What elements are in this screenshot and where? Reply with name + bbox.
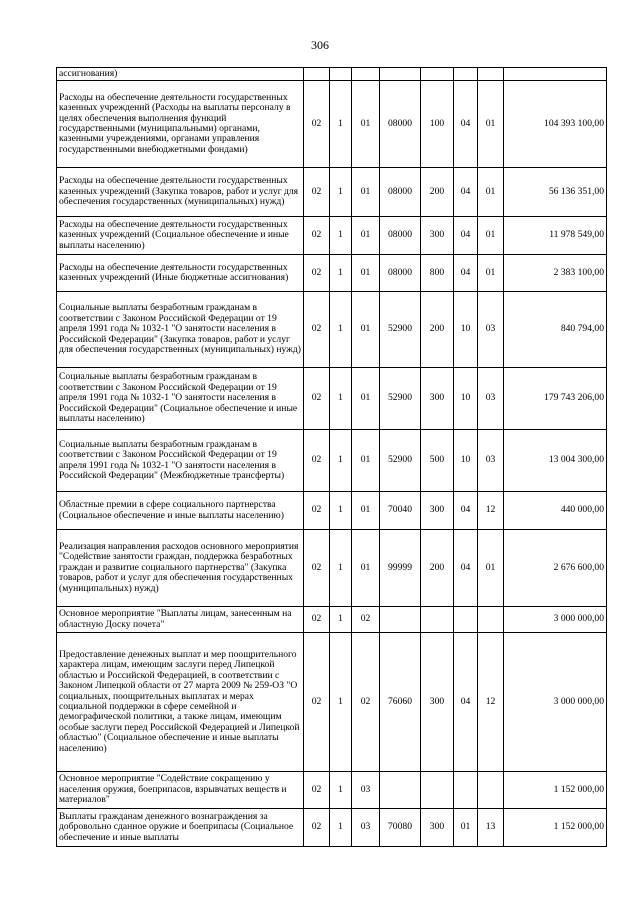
expense-name-cell: Выплаты гражданам денежного вознаграждения за добровольно сданное оружие и боеприпасы (Социальное обеспечение и иные выплаты: [57, 809, 304, 847]
direction-code-cell: 52900: [380, 368, 421, 430]
event-code-cell: 03: [352, 809, 380, 847]
table-row: [57, 430, 607, 492]
expense-name-cell: Расходы на обеспечение деятельности государственных казенных учреждений (Иные бюджетные ассигнования): [57, 255, 304, 292]
section-cell: 10: [454, 430, 478, 492]
subsection-cell: [478, 68, 504, 81]
program-code-cell: 02: [304, 368, 330, 430]
expense-type-cell: [421, 607, 454, 633]
amount-cell: 2 383 100,00: [504, 255, 607, 292]
program-code-cell: 02: [304, 81, 330, 168]
subprogram-code-cell: 1: [330, 217, 352, 255]
event-code-cell: 01: [352, 492, 380, 530]
amount-cell: 3 000 000,00: [504, 607, 607, 633]
event-code-cell: [352, 68, 380, 81]
subsection-cell: 03: [478, 368, 504, 430]
direction-code-cell: 70040: [380, 492, 421, 530]
subsection-cell: 12: [478, 633, 504, 772]
amount-cell: 13 004 300,00: [504, 430, 607, 492]
section-cell: 04: [454, 168, 478, 217]
expense-name-cell: Расходы на обеспечение деятельности государственных казенных учреждений (Расходы на выплаты персоналу в целях обеспечения выполнения функций государственными (муниципальными) органами, казенными учреждениями, органами управления государственными внебюджетными фондами): [57, 81, 304, 168]
subprogram-code-cell: 1: [330, 772, 352, 809]
subsection-cell: 01: [478, 530, 504, 607]
table-row: [57, 772, 607, 809]
subsection-cell: 03: [478, 430, 504, 492]
subprogram-code-cell: 1: [330, 292, 352, 368]
event-code-cell: 01: [352, 530, 380, 607]
expense-name-cell: Реализация направления расходов основного мероприятия "Содействие занятости граждан, поддержка безработных граждан и развитие социального партнерства" (Закупка товаров, работ и услуг для обеспечения государственных (муниципальных) нужд): [57, 530, 304, 607]
event-code-cell: 02: [352, 633, 380, 772]
table-row: [57, 255, 607, 292]
subsection-cell: 13: [478, 809, 504, 847]
amount-cell: 56 136 351,00: [504, 168, 607, 217]
section-cell: 04: [454, 217, 478, 255]
expense-type-cell: 800: [421, 255, 454, 292]
amount-cell: [504, 68, 607, 81]
expense-type-cell: 200: [421, 530, 454, 607]
direction-code-cell: 08000: [380, 255, 421, 292]
subprogram-code-cell: 1: [330, 633, 352, 772]
table-row: [57, 68, 607, 81]
direction-code-cell: 08000: [380, 81, 421, 168]
event-code-cell: 02: [352, 607, 380, 633]
expense-name-cell: Областные премии в сфере социального партнерства (Социальное обеспечение и иные выплаты населению): [57, 492, 304, 530]
section-cell: 04: [454, 530, 478, 607]
table-row: [57, 530, 607, 607]
subprogram-code-cell: 1: [330, 430, 352, 492]
subprogram-code-cell: 1: [330, 492, 352, 530]
subprogram-code-cell: 1: [330, 607, 352, 633]
section-cell: [454, 607, 478, 633]
expense-name-cell: Социальные выплаты безработным гражданам в соответствии с Законом Российской Федерации от 19 апреля 1991 года № 1032-1 "О занятости населения в Российской Федерации" (Закупка товаров, работ и услуг для обеспечения государственных (муниципальных) нужд): [57, 292, 304, 368]
program-code-cell: 02: [304, 255, 330, 292]
program-code-cell: 02: [304, 217, 330, 255]
amount-cell: 440 000,00: [504, 492, 607, 530]
expense-name-cell: Основное мероприятие "Выплаты лицам, занесенным на областную Доску почета": [57, 607, 304, 633]
expense-name-cell: Предоставление денежных выплат и мер поощрительного характера лицам, имеющим заслуги перед Липецкой областью и Российской Федерацией, в соответствии с Законом Липецкой области от 27 марта 2009 № 259-ОЗ "О социальных, поощрительных выплатах и мерах социальной поддержки в сфере семейной и демографической политики, а также лицам, имеющим особые заслуги перед Российской Федерацией и Липецкой областью" (Социальное обеспечение и иные выплаты населению): [57, 633, 304, 772]
page-number: 306: [311, 38, 329, 52]
amount-cell: 1 152 000,00: [504, 809, 607, 847]
subsection-cell: 12: [478, 492, 504, 530]
subprogram-code-cell: 1: [330, 368, 352, 430]
amount-cell: 840 794,00: [504, 292, 607, 368]
table-row: [57, 633, 607, 772]
expense-type-cell: 300: [421, 368, 454, 430]
amount-cell: 3 000 000,00: [504, 633, 607, 772]
section-cell: 10: [454, 292, 478, 368]
subsection-cell: 01: [478, 255, 504, 292]
program-code-cell: 02: [304, 607, 330, 633]
program-code-cell: 02: [304, 809, 330, 847]
subsection-cell: [478, 607, 504, 633]
program-code-cell: 02: [304, 292, 330, 368]
section-cell: [454, 772, 478, 809]
direction-code-cell: 70080: [380, 809, 421, 847]
expense-name-cell: Расходы на обеспечение деятельности государственных казенных учреждений (Социальное обеспечение и иные выплаты населению): [57, 217, 304, 255]
subsection-cell: 01: [478, 81, 504, 168]
event-code-cell: 01: [352, 217, 380, 255]
section-cell: [454, 68, 478, 81]
direction-code-cell: 08000: [380, 168, 421, 217]
table-row: [57, 217, 607, 255]
section-cell: 04: [454, 81, 478, 168]
event-code-cell: 01: [352, 81, 380, 168]
table-row: [57, 168, 607, 217]
table-row: [57, 607, 607, 633]
event-code-cell: 03: [352, 772, 380, 809]
direction-code-cell: 76060: [380, 633, 421, 772]
expense-type-cell: [421, 772, 454, 809]
table-row: [57, 292, 607, 368]
expense-type-cell: 500: [421, 430, 454, 492]
program-code-cell: 02: [304, 530, 330, 607]
direction-code-cell: [380, 68, 421, 81]
amount-cell: 2 676 600,00: [504, 530, 607, 607]
section-cell: 04: [454, 492, 478, 530]
subprogram-code-cell: 1: [330, 81, 352, 168]
direction-code-cell: 08000: [380, 217, 421, 255]
amount-cell: 104 393 100,00: [504, 81, 607, 168]
amount-cell: 1 152 000,00: [504, 772, 607, 809]
budget-table-body: [57, 68, 607, 847]
expense-name-cell: Социальные выплаты безработным гражданам в соответствии с Законом Российской Федерации от 19 апреля 1991 года № 1032-1 "О занятости населения в Российской Федерации" (Межбюджетные трансферты): [57, 430, 304, 492]
expense-type-cell: 100: [421, 81, 454, 168]
table-row: [57, 492, 607, 530]
program-code-cell: 02: [304, 772, 330, 809]
expense-name-cell: Расходы на обеспечение деятельности государственных казенных учреждений (Закупка товаров, работ и услуг для обеспечения государственных (муниципальных) нужд): [57, 168, 304, 217]
amount-cell: 11 978 549,00: [504, 217, 607, 255]
event-code-cell: 01: [352, 292, 380, 368]
expense-type-cell: 300: [421, 217, 454, 255]
program-code-cell: 02: [304, 430, 330, 492]
expense-type-cell: [421, 68, 454, 81]
table-row: [57, 368, 607, 430]
program-code-cell: 02: [304, 168, 330, 217]
expense-type-cell: 200: [421, 168, 454, 217]
subprogram-code-cell: 1: [330, 530, 352, 607]
event-code-cell: 01: [352, 368, 380, 430]
section-cell: 01: [454, 809, 478, 847]
expense-type-cell: 300: [421, 633, 454, 772]
direction-code-cell: [380, 607, 421, 633]
subprogram-code-cell: 1: [330, 255, 352, 292]
expense-type-cell: 300: [421, 809, 454, 847]
direction-code-cell: 52900: [380, 430, 421, 492]
budget-table: [56, 67, 607, 847]
expense-name-cell: Социальные выплаты безработным гражданам в соответствии с Законом Российской Федерации от 19 апреля 1991 года № 1032-1 "О занятости населения в Российской Федерации" (Социальное обеспечение и иные выплаты населению): [57, 368, 304, 430]
subprogram-code-cell: 1: [330, 168, 352, 217]
event-code-cell: 01: [352, 430, 380, 492]
section-cell: 04: [454, 255, 478, 292]
direction-code-cell: 52900: [380, 292, 421, 368]
direction-code-cell: [380, 772, 421, 809]
subsection-cell: 03: [478, 292, 504, 368]
event-code-cell: 01: [352, 168, 380, 217]
expense-name-cell: Основное мероприятие "Содействие сокращению у населения оружия, боеприпасов, взрывчатых веществ и материалов": [57, 772, 304, 809]
program-code-cell: 02: [304, 633, 330, 772]
table-row: [57, 81, 607, 168]
amount-cell: 179 743 206,00: [504, 368, 607, 430]
expense-type-cell: 300: [421, 492, 454, 530]
program-code-cell: [304, 68, 330, 81]
event-code-cell: 01: [352, 255, 380, 292]
subsection-cell: [478, 772, 504, 809]
table-row: [57, 809, 607, 847]
program-code-cell: 02: [304, 492, 330, 530]
expense-type-cell: 200: [421, 292, 454, 368]
subprogram-code-cell: 1: [330, 809, 352, 847]
section-cell: 04: [454, 633, 478, 772]
subprogram-code-cell: [330, 68, 352, 81]
subsection-cell: 01: [478, 217, 504, 255]
section-cell: 10: [454, 368, 478, 430]
direction-code-cell: 99999: [380, 530, 421, 607]
expense-name-cell: ассигнования): [57, 68, 304, 81]
subsection-cell: 01: [478, 168, 504, 217]
